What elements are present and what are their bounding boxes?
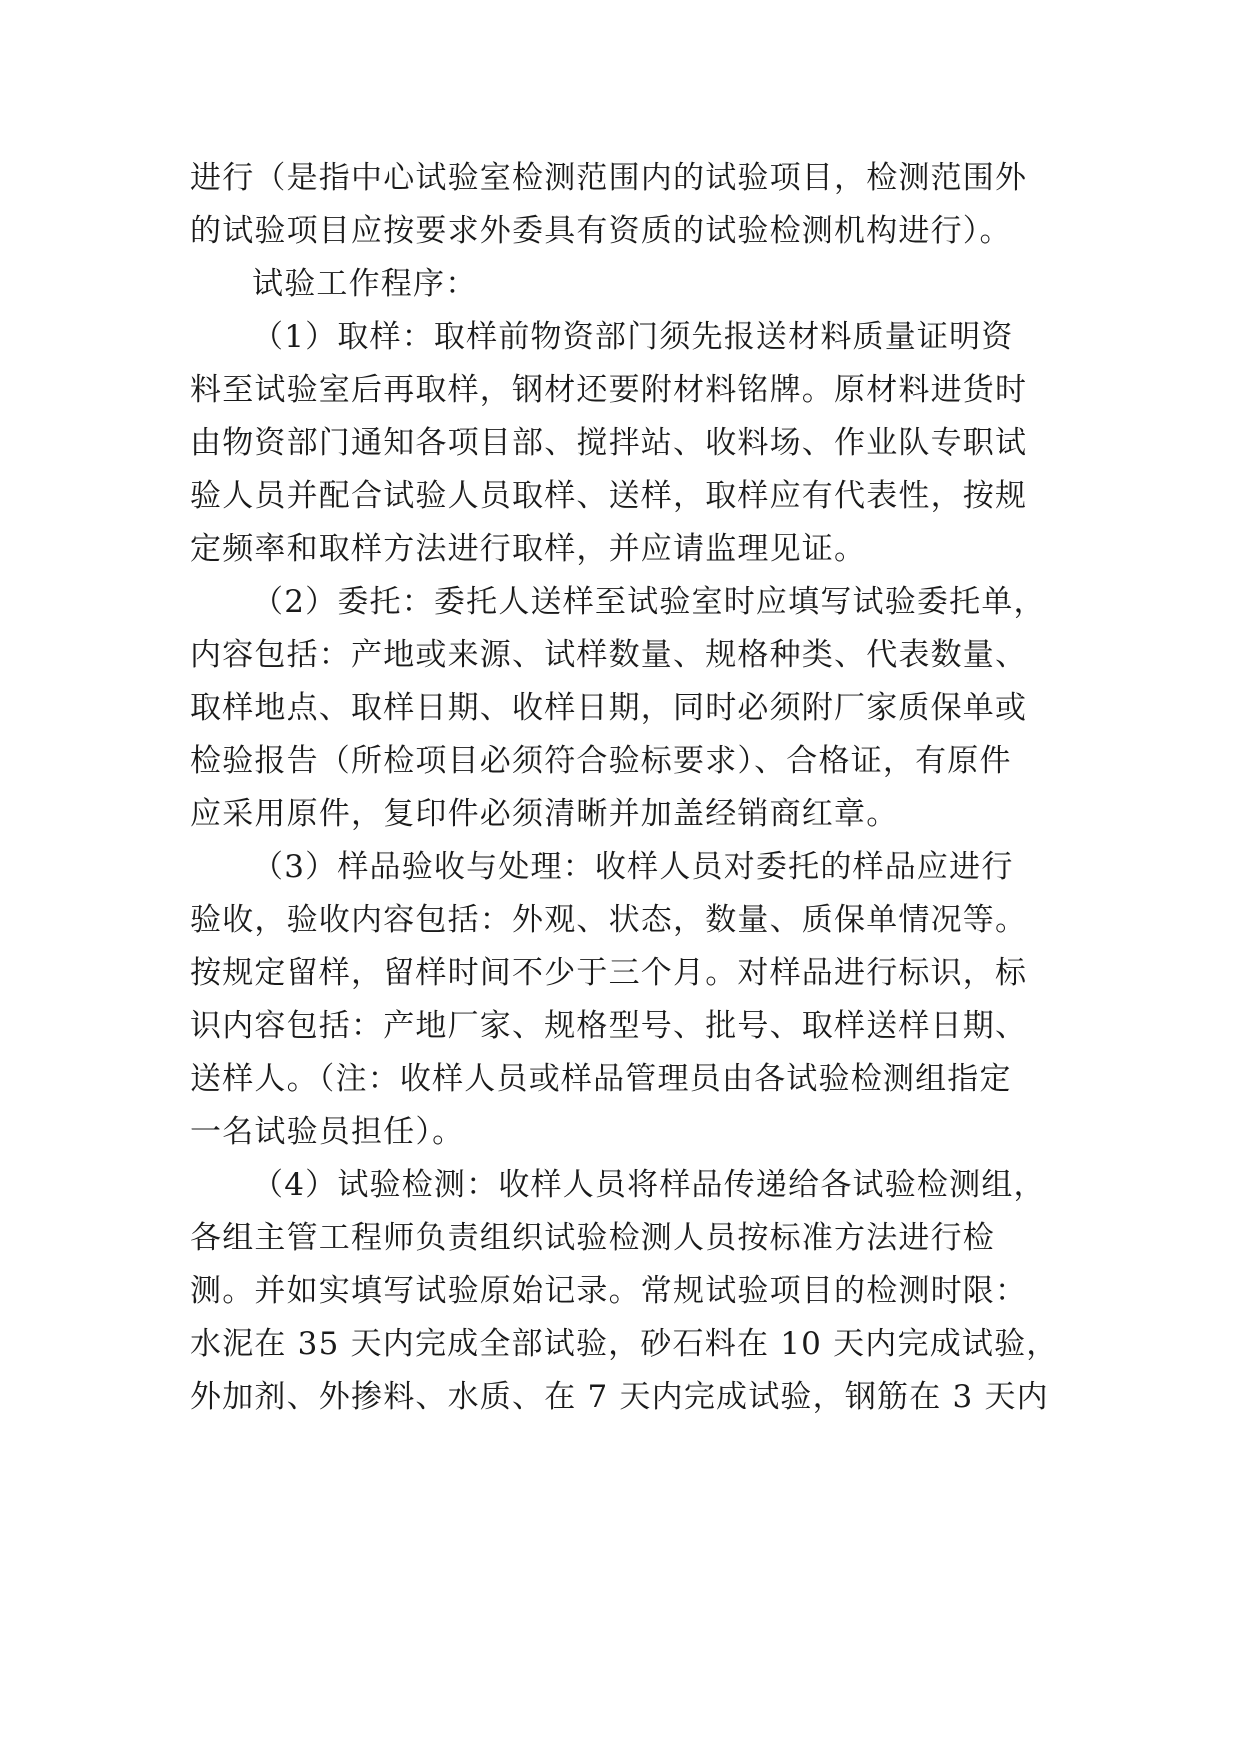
paragraph-3-line-6: 一名试验员担任）。	[190, 1114, 465, 1150]
paragraph-2-line-1: （2）委托：委托人送样至试验室时应填写试验委托单，	[252, 584, 1046, 620]
section-heading: 试验工作程序：	[252, 266, 478, 302]
paragraph-3-line-5: 送样人。（注：收样人员或样品管理员由各试验检测组指定	[190, 1061, 1012, 1097]
text-line-2: 的试验项目应按要求外委具有资质的试验检测机构进行）。	[190, 213, 1012, 249]
paragraph-1-line-5: 定频率和取样方法进行取样，并应请监理见证。	[190, 531, 867, 567]
paragraph-4-line-1: （4）试验检测：收样人员将样品传递给各试验检测组，	[252, 1167, 1046, 1203]
paragraph-3-line-4: 识内容包括：产地厂家、规格型号、批号、取样送样日期、	[190, 1008, 1028, 1044]
paragraph-3-line-1: （3）样品验收与处理：收样人员对委托的样品应进行	[252, 849, 1014, 885]
paragraph-1-line-4: 验人员并配合试验人员取样、送样，取样应有代表性，按规	[190, 478, 1028, 514]
paragraph-4-line-5: 外加剂、外掺料、水质、在 7 天内完成试验，钢筋在 3 天内	[190, 1379, 1049, 1415]
paragraph-1-line-1: （1）取样：取样前物资部门须先报送材料质量证明资	[252, 319, 1014, 355]
paragraph-3-line-2: 验收，验收内容包括：外观、状态，数量、质保单情况等。	[190, 902, 1028, 938]
paragraph-1-line-2: 料至试验室后再取样，钢材还要附材料铭牌。原材料进货时	[190, 372, 1028, 408]
paragraph-2-line-5: 应采用原件，复印件必须清晰并加盖经销商红章。	[190, 796, 899, 832]
text-line-1: 进行（是指中心试验室检测范围内的试验项目，检测范围外	[190, 160, 1028, 196]
paragraph-2-line-3: 取样地点、取样日期、收样日期，同时必须附厂家质保单或	[190, 690, 1028, 726]
paragraph-4-line-3: 测。并如实填写试验原始记录。常规试验项目的检测时限：	[190, 1273, 1028, 1309]
paragraph-1-line-3: 由物资部门通知各项目部、搅拌站、收料场、作业队专职试	[190, 425, 1028, 461]
paragraph-2-line-2: 内容包括：产地或来源、试样数量、规格种类、代表数量、	[190, 637, 1028, 673]
paragraph-4-line-2: 各组主管工程师负责组织试验检测人员按标准方法进行检	[190, 1220, 995, 1256]
paragraph-2-line-4: 检验报告（所检项目必须符合验标要求）、合格证，有原件	[190, 743, 1012, 779]
paragraph-4-line-4: 水泥在 35 天内完成全部试验，砂石料在 10 天内完成试验，	[190, 1326, 1059, 1362]
paragraph-3-line-3: 按规定留样，留样时间不少于三个月。对样品进行标识，标	[190, 955, 1028, 991]
